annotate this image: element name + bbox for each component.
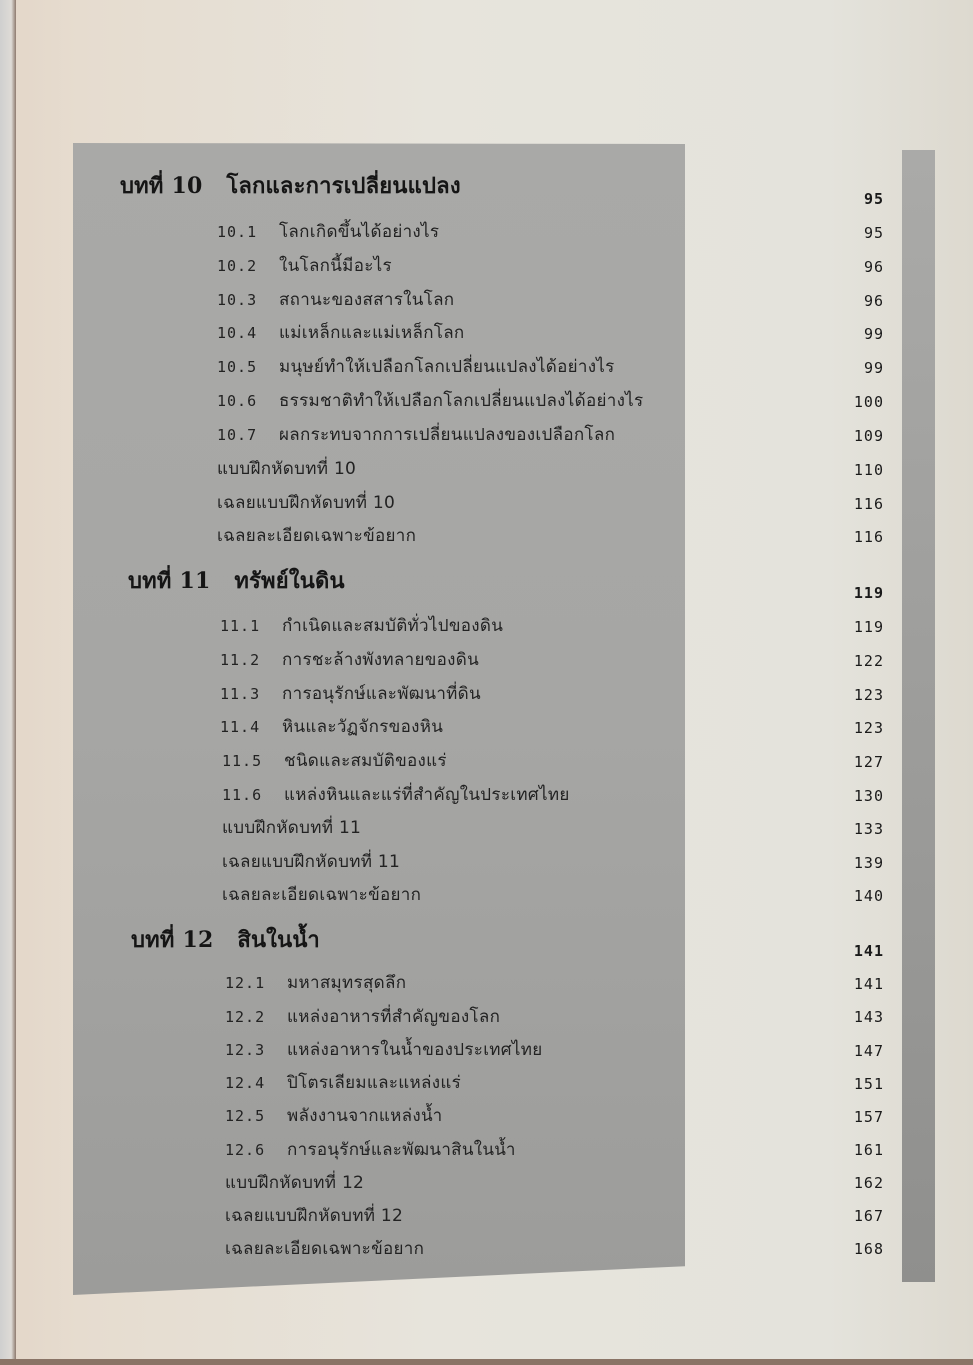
chapter-page-number: 95 <box>863 190 884 208</box>
toc-entry: 10.3 สถานะของสสารในโลก <box>217 290 455 310</box>
entry-page-number: 157 <box>853 1108 884 1126</box>
entry-page-number: 96 <box>863 258 884 276</box>
chapter-title: โลกและการเปลี่ยนแปลง <box>226 173 461 199</box>
toc-entry: 10.4 แม่เหล็กและแม่เหล็กโลก <box>217 323 465 343</box>
chapter-title: สินในน้ำ <box>237 927 320 953</box>
toc-entry: 12.1 มหาสมุทรสุดลึก <box>225 973 407 993</box>
toc-entry: 10.6 ธรรมชาติทำให้เปลือกโลกเปลี่ยนแปลงได้อย่างไร <box>217 391 644 411</box>
entry-page-number: 122 <box>853 652 884 670</box>
chapter-number: 11 <box>179 568 211 594</box>
chapter-page-number: 141 <box>853 942 884 960</box>
entry-page-number: 96 <box>863 292 884 310</box>
entry-page-number: 123 <box>853 719 884 737</box>
toc-entry: 11.2 การชะล้างพังทลายของดิน <box>220 650 480 670</box>
entry-page-number: 143 <box>853 1008 884 1026</box>
toc-entry: 10.2 ในโลกนี้มีอะไร <box>217 256 392 276</box>
entry-page-number: 147 <box>853 1042 884 1060</box>
entry-page-number: 168 <box>853 1240 884 1258</box>
toc-entry: 12.3 แหล่งอาหารในน้ำของประเทศไทย <box>225 1040 543 1060</box>
entry-page-number: 99 <box>863 359 884 377</box>
chapter-label: บทที่ <box>131 927 175 953</box>
toc-entry-answers: เฉลยแบบฝึกหัดบทที่ 11 <box>222 852 401 872</box>
chapter-label: บทที่ <box>120 173 164 199</box>
entry-page-number: 167 <box>853 1207 884 1225</box>
book-bottom-edge <box>0 1359 973 1365</box>
entry-page-number: 133 <box>853 820 884 838</box>
entry-page-number: 161 <box>853 1141 884 1159</box>
chapter-label: บทที่ <box>128 568 172 594</box>
toc-entry: 12.5 พลังงานจากแหล่งน้ำ <box>225 1106 443 1126</box>
toc-entry: 12.6 การอนุรักษ์และพัฒนาสินในน้ำ <box>225 1140 516 1160</box>
chapter-title: ทรัพย์ในดิน <box>234 568 345 594</box>
entry-page-number: 141 <box>853 975 884 993</box>
toc-entry-exercise: แบบฝึกหัดบทที่ 11 <box>222 818 362 838</box>
toc-entry-exercise: แบบฝึกหัดบทที่ 10 <box>217 459 357 479</box>
chapter-number: 12 <box>182 927 214 953</box>
entry-page-number: 139 <box>853 854 884 872</box>
chapter-heading <box>128 563 345 598</box>
toc-entry-detailed-answers: เฉลยละเอียดเฉพาะข้อยาก <box>225 1239 425 1259</box>
entry-page-number: 99 <box>863 325 884 343</box>
toc-entry-answers: เฉลยแบบฝึกหัดบทที่ 12 <box>225 1206 404 1226</box>
entry-page-number: 95 <box>863 224 884 242</box>
toc-entry: 10.5 มนุษย์ทำให้เปลือกโลกเปลี่ยนแปลงได้อย่างไร <box>217 357 615 377</box>
toc-entry: 12.4 ปิโตรเลียมและแหล่งแร่ <box>225 1073 462 1093</box>
toc-entry-answers: เฉลยแบบฝึกหัดบทที่ 10 <box>217 493 396 513</box>
entry-page-number: 116 <box>853 528 884 546</box>
chapter-heading <box>120 168 461 203</box>
chapter-page-number: 119 <box>853 584 884 602</box>
toc-entry: 11.3 การอนุรักษ์และพัฒนาที่ดิน <box>220 684 481 704</box>
toc-entry: 11.1 กำเนิดและสมบัติทั่วไปของดิน <box>220 616 504 636</box>
toc-entry: 10.7 ผลกระทบจากการเปลี่ยนแปลงของเปลือกโลก <box>217 425 616 445</box>
toc-entry: 11.6 แหล่งหินและแร่ที่สำคัญในประเทศไทย <box>222 785 570 805</box>
entry-page-number: 109 <box>853 427 884 445</box>
toc-entry-detailed-answers: เฉลยละเอียดเฉพาะข้อยาก <box>217 526 417 546</box>
toc-entry: 11.5 ชนิดและสมบัติของแร่ <box>222 751 447 771</box>
entry-page-number: 162 <box>853 1174 884 1192</box>
toc-entry: 12.2 แหล่งอาหารที่สำคัญของโลก <box>225 1007 501 1027</box>
page-number-side-strip <box>902 150 935 1282</box>
book-left-edge <box>0 0 16 1365</box>
entry-page-number: 116 <box>853 495 884 513</box>
entry-page-number: 119 <box>853 618 884 636</box>
chapter-number: 10 <box>171 173 203 199</box>
entry-page-number: 130 <box>853 787 884 805</box>
toc-entry-exercise: แบบฝึกหัดบทที่ 12 <box>225 1173 365 1193</box>
entry-page-number: 123 <box>853 686 884 704</box>
toc-entry: 11.4 หินและวัฏจักรของหิน <box>220 717 444 737</box>
entry-page-number: 100 <box>853 393 884 411</box>
entry-page-number: 127 <box>853 753 884 771</box>
toc-entry-detailed-answers: เฉลยละเอียดเฉพาะข้อยาก <box>222 885 422 905</box>
entry-page-number: 140 <box>853 887 884 905</box>
toc-entry: 10.1 โลกเกิดขึ้นได้อย่างไร <box>217 222 440 242</box>
chapter-heading <box>131 922 320 957</box>
entry-page-number: 151 <box>853 1075 884 1093</box>
entry-page-number: 110 <box>853 461 884 479</box>
